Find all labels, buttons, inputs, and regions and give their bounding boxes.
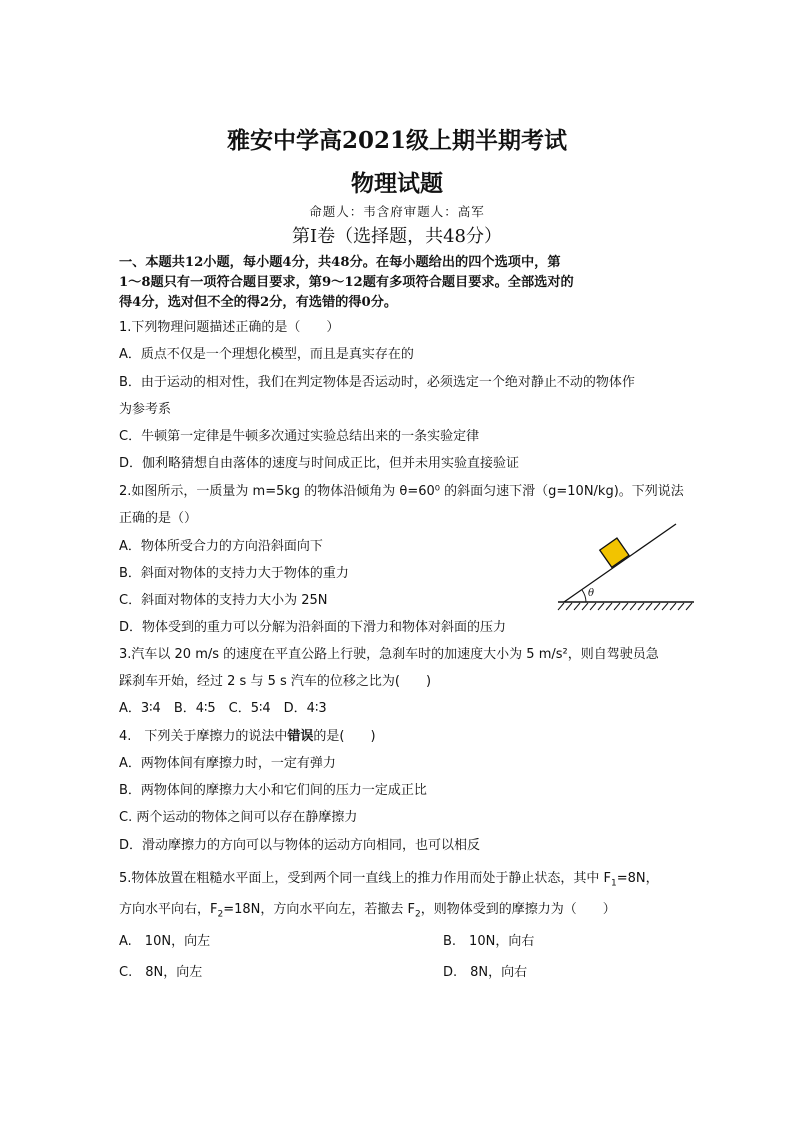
q5-stem-line1-text: 5.物体放置在粗糙水平面上，受到两个同一直线上的推力作用而处于静止状态，其中 F: [119, 871, 612, 886]
q2-option-c: C．斜面对物体的支持力大小为 25N: [119, 593, 328, 608]
instructions-line-2: 1～8题只有一项符合题目要求，第9～12题有多项符合题目要求。全部选对的: [119, 275, 574, 290]
ground-hatching: [558, 603, 692, 610]
q5-option-c: C. 8N，向左: [119, 965, 203, 980]
q3-stem-line2: 踩刹车开始，经过 2 s 与 5 s 汽车的位移之比为( ): [119, 674, 432, 689]
q2-option-a: A．物体所受合力的方向沿斜面向下: [119, 539, 323, 554]
q5-stem-line1: [119, 867, 659, 889]
q2-option-d: D．物体受到的重力可以分解为沿斜面的下滑力和物体对斜面的压力: [119, 620, 507, 635]
q3-stem-line1: 3.汽车以 20 m/s 的速度在平直公路上行驶，急刹车时的加速度大小为 5 m/s²，则自驾驶员急: [119, 647, 659, 662]
q5-stem-line2-end: ，则物体受到的摩擦力为（ ）: [420, 902, 616, 917]
incline-diagram: [552, 520, 697, 612]
q3-options: A．3∶4 B．4∶5 C．5∶4 D．4∶3: [119, 701, 327, 716]
exam-title: 雅安中学高2021级上期半期考试: [226, 127, 567, 154]
q1-stem: 1.下列物理问题描述正确的是（ ）: [119, 320, 340, 335]
q5-stem-line2: [119, 898, 616, 920]
subject-title: 物理试题: [351, 170, 443, 197]
q4-option-c: C. 两个运动的物体之间可以存在静摩擦力: [119, 810, 358, 825]
angle-label: θ: [588, 588, 595, 599]
q5-option-d: D. 8N，向右: [443, 965, 528, 980]
section-heading: 第Ⅰ卷（选择题，共48分）: [291, 226, 502, 247]
q4-stem-suffix: 的是( ): [313, 729, 376, 744]
q2-stem-line1: 2.如图所示，一质量为 m=5kg 的物体沿倾角为 θ=60⁰ 的斜面匀速下滑（g=10N/kg)。下列说法: [119, 484, 684, 499]
q4-stem-emphasis: 错误: [287, 729, 314, 744]
q1-option-d: D．伽利略猜想自由落体的速度与时间成正比，但并未用实验直接验证: [119, 456, 520, 471]
instructions-line-1: 一、本题共12小题，每小题4分，共48分。在每小题给出的四个选项中，第: [119, 255, 561, 270]
q5-stem-line2-text: 方向水平向右，F: [119, 902, 218, 917]
q2-stem-line2: 正确的是（）: [119, 511, 198, 526]
q1-option-a: A．质点不仅是一个理想化模型，而且是真实存在的: [119, 347, 414, 362]
q1-option-b-line1: B．由于运动的相对性，我们在判定物体是否运动时，必须选定一个绝对静止不动的物体作: [119, 375, 635, 390]
authors-line: 命题人：韦含府审题人：高军: [309, 204, 485, 219]
incline-surface: [564, 524, 676, 602]
angle-arc: [582, 590, 586, 602]
q4-option-b: B．两物体间的摩擦力大小和它们间的压力一定成正比: [119, 783, 427, 798]
q5-option-a: A. 10N，向左: [119, 934, 211, 949]
q5-option-b: B. 10N，向右: [443, 934, 535, 949]
q5-stem-line1-end: =8N，: [616, 871, 659, 886]
q1-option-b-line2: 为参考系: [119, 402, 172, 417]
q4-stem-prefix: 4. 下列关于摩擦力的说法中: [119, 729, 288, 744]
q5-subscript-3: 2: [415, 909, 421, 920]
q4-option-a: A．两物体间有摩擦力时，一定有弹力: [119, 756, 336, 771]
q4-option-d: D．滑动摩擦力的方向可以与物体的运动方向相同，也可以相反: [119, 838, 481, 853]
instructions-line-3: 得4分，选对但不全的得2分，有选错的得0分。: [119, 295, 398, 310]
q5-subscript-1: 1: [611, 878, 617, 889]
q5-stem-line2-mid: =18N，方向水平向左，若撤去 F: [223, 902, 415, 917]
q2-option-b: B．斜面对物体的支持力大于物体的重力: [119, 566, 349, 581]
q5-subscript-2: 2: [217, 909, 224, 920]
sliding-block: [600, 538, 629, 567]
q4-stem: [119, 725, 376, 744]
q1-option-c: C．牛顿第一定律是牛顿多次通过实验总结出来的一条实验定律: [119, 429, 480, 444]
